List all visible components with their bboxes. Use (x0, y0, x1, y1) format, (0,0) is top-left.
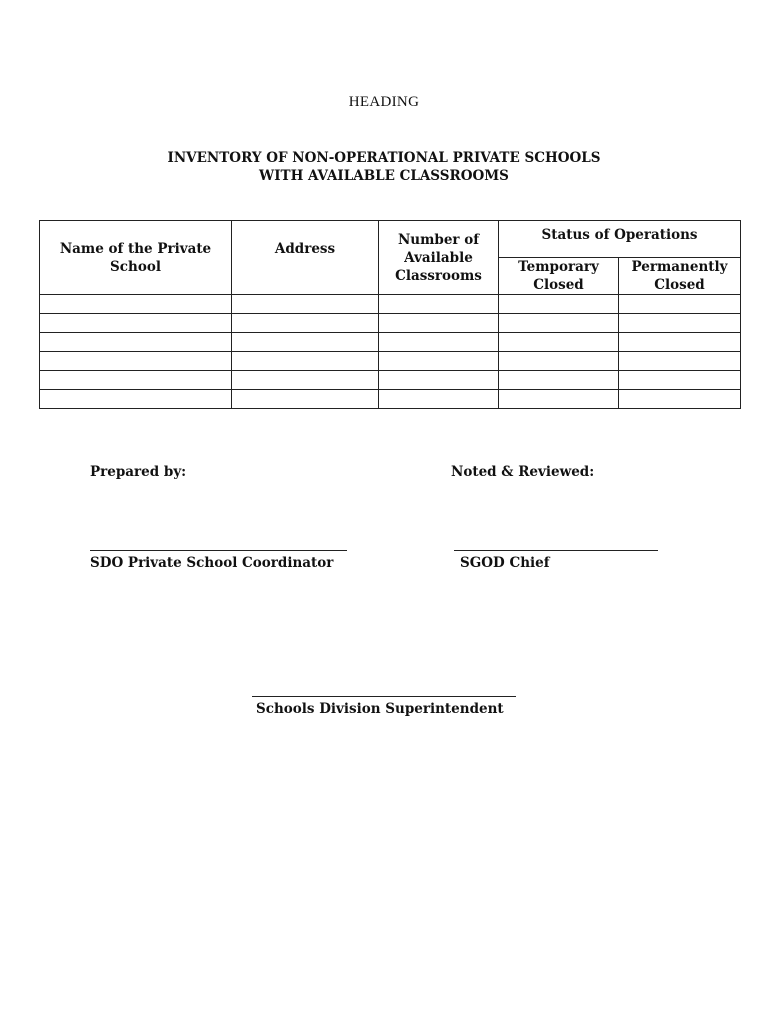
header-available-classrooms: Number of Available Classrooms (379, 221, 499, 295)
table-row (40, 390, 741, 409)
noted-reviewed-label: Noted & Reviewed: (451, 464, 595, 480)
table-cell (619, 352, 741, 371)
table-cell (499, 371, 619, 390)
sgod-chief-signature-line (454, 550, 658, 551)
table-cell (232, 371, 379, 390)
table-cell (379, 352, 499, 371)
table-cell (499, 390, 619, 409)
table-cell (499, 314, 619, 333)
header-permanently-closed: Permanently Closed (619, 258, 741, 295)
table-cell (40, 333, 232, 352)
coordinator-title: SDO Private School Coordinator (90, 555, 334, 571)
table-cell (232, 314, 379, 333)
title-line-1: INVENTORY OF NON-OPERATIONAL PRIVATE SCHOOLS (167, 150, 601, 166)
header-status-of-operations: Status of Operations (499, 221, 741, 258)
table-cell (40, 390, 232, 409)
table-row (40, 352, 741, 371)
superintendent-title: Schools Division Superintendent (256, 701, 504, 717)
table-cell (379, 390, 499, 409)
table-cell (40, 314, 232, 333)
table-cell (379, 333, 499, 352)
table-cell (379, 295, 499, 314)
superintendent-signature-line (252, 696, 516, 697)
table-cell (619, 295, 741, 314)
table-cell (232, 352, 379, 371)
header-address: Address (232, 221, 379, 295)
document-title (0, 149, 768, 185)
table-row (40, 333, 741, 352)
table-cell (40, 295, 232, 314)
table-cell (232, 333, 379, 352)
table-cell (619, 390, 741, 409)
table-cell (40, 371, 232, 390)
table-cell (619, 371, 741, 390)
table-row (40, 314, 741, 333)
table-cell (499, 333, 619, 352)
coordinator-signature-line (90, 550, 347, 551)
prepared-by-label: Prepared by: (90, 464, 187, 480)
table-cell (40, 352, 232, 371)
table-cell (232, 390, 379, 409)
table-cell (232, 295, 379, 314)
table-cell (619, 333, 741, 352)
table-row (40, 371, 741, 390)
table-cell (379, 371, 499, 390)
table-row (40, 295, 741, 314)
table-cell (619, 314, 741, 333)
document-heading: HEADING (348, 94, 420, 110)
sgod-chief-title: SGOD Chief (460, 555, 550, 571)
table-cell (379, 314, 499, 333)
header-school-name: Name of the Private School (40, 221, 232, 295)
table-cell (499, 295, 619, 314)
title-line-2: WITH AVAILABLE CLASSROOMS (259, 168, 509, 184)
inventory-table (39, 220, 741, 409)
table-cell (499, 352, 619, 371)
header-temporary-closed: Temporary Closed (499, 258, 619, 295)
